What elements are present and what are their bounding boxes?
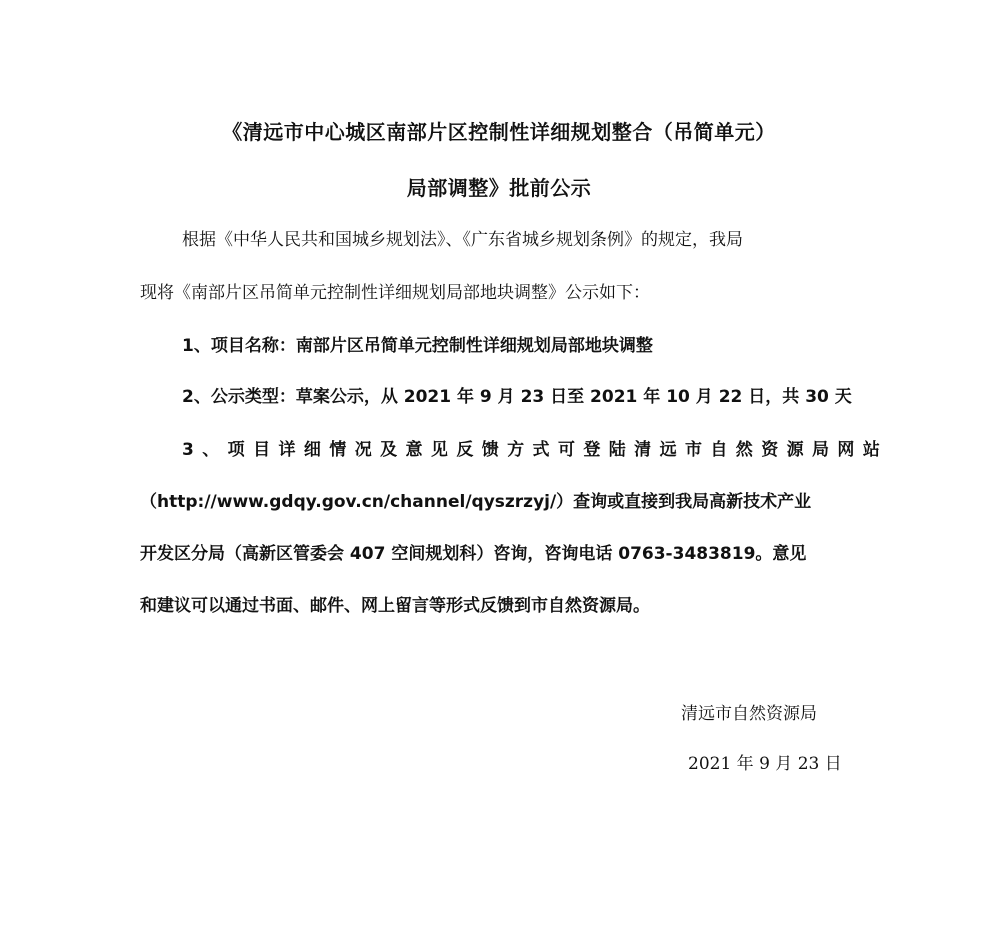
item-3-line-1-char: 反 bbox=[456, 440, 474, 460]
intro-paragraph-line-1: 根据《中华人民共和国城乡规划法》、《广东省城乡规划条例》的规定，我局 bbox=[182, 230, 743, 250]
item-3-line-1-char: 况 bbox=[354, 440, 372, 460]
item-3-line-1-char: 市 bbox=[684, 440, 702, 460]
item-3-line-1-char: 意 bbox=[405, 440, 423, 460]
item-3-line-2-text: （http://www.gdqy.gov.cn/channel/qyszrzyj/）查询或直接到我局高新技术产业 bbox=[140, 492, 812, 512]
item-3-line-1-char: 陆 bbox=[608, 440, 626, 460]
item-3-line-1-char: 见 bbox=[430, 440, 448, 460]
signature-organization: 清远市自然资源局 bbox=[681, 704, 817, 724]
document-title-line-2: 局部调整》批前公示 bbox=[406, 176, 592, 200]
item-3-line-1 bbox=[182, 438, 880, 462]
item-3-line-3 bbox=[140, 542, 880, 566]
signature-date: 2021 年 9 月 23 日 bbox=[688, 754, 842, 774]
item-3-line-1-char: 及 bbox=[380, 440, 398, 460]
item-3-line-1-char: 、 bbox=[202, 440, 220, 460]
item-3-line-1-char: 登 bbox=[583, 440, 601, 460]
item-3-line-1-char: 清 bbox=[634, 440, 652, 460]
item-3-line-1-char: 3 bbox=[182, 440, 194, 460]
item-3-line-3-text: 开发区分局（高新区管委会 407 空间规划科）咨询，咨询电话 0763-3483819。意见 bbox=[140, 544, 807, 564]
item-3-line-1-char: 情 bbox=[329, 440, 347, 460]
item-3-line-1-char: 站 bbox=[862, 440, 880, 460]
item-3-line-2 bbox=[140, 490, 880, 514]
intro-paragraph-line-2: 现将《南部片区吊简单元控制性详细规划局部地块调整》公示如下： bbox=[140, 283, 650, 303]
item-3-line-1-char: 方 bbox=[507, 440, 525, 460]
item-3-line-1-char: 细 bbox=[303, 440, 321, 460]
item-3-line-1-char: 网 bbox=[837, 440, 855, 460]
item-3-line-1-char: 源 bbox=[786, 440, 804, 460]
item-3-line-1-char: 式 bbox=[532, 440, 550, 460]
item-2-notice-type: 2、公示类型：草案公示，从 2021 年 9 月 23 日至 2021 年 10 月 22 日，共 30 天 bbox=[182, 387, 852, 407]
item-3-line-1-char: 远 bbox=[659, 440, 677, 460]
item-3-line-1-char: 详 bbox=[278, 440, 296, 460]
item-3-line-1-char: 局 bbox=[812, 440, 829, 460]
item-3-line-1-char: 项 bbox=[227, 440, 245, 460]
item-3-line-1-char: 馈 bbox=[481, 440, 499, 460]
item-3-line-1-char: 自 bbox=[710, 440, 728, 460]
document-title-line-1: 《清远市中心城区南部片区控制性详细规划整合（吊简单元） bbox=[222, 120, 776, 144]
item-3-line-1-char: 目 bbox=[253, 440, 271, 460]
item-1-project-name: 1、项目名称：南部片区吊简单元控制性详细规划局部地块调整 bbox=[182, 336, 653, 356]
item-3-line-4: 和建议可以通过书面、邮件、网上留言等形式反馈到市自然资源局。 bbox=[140, 596, 650, 616]
item-3-line-1-char: 可 bbox=[557, 440, 575, 460]
item-3-line-1-char: 资 bbox=[761, 440, 779, 460]
item-3-line-1-char: 然 bbox=[735, 440, 753, 460]
